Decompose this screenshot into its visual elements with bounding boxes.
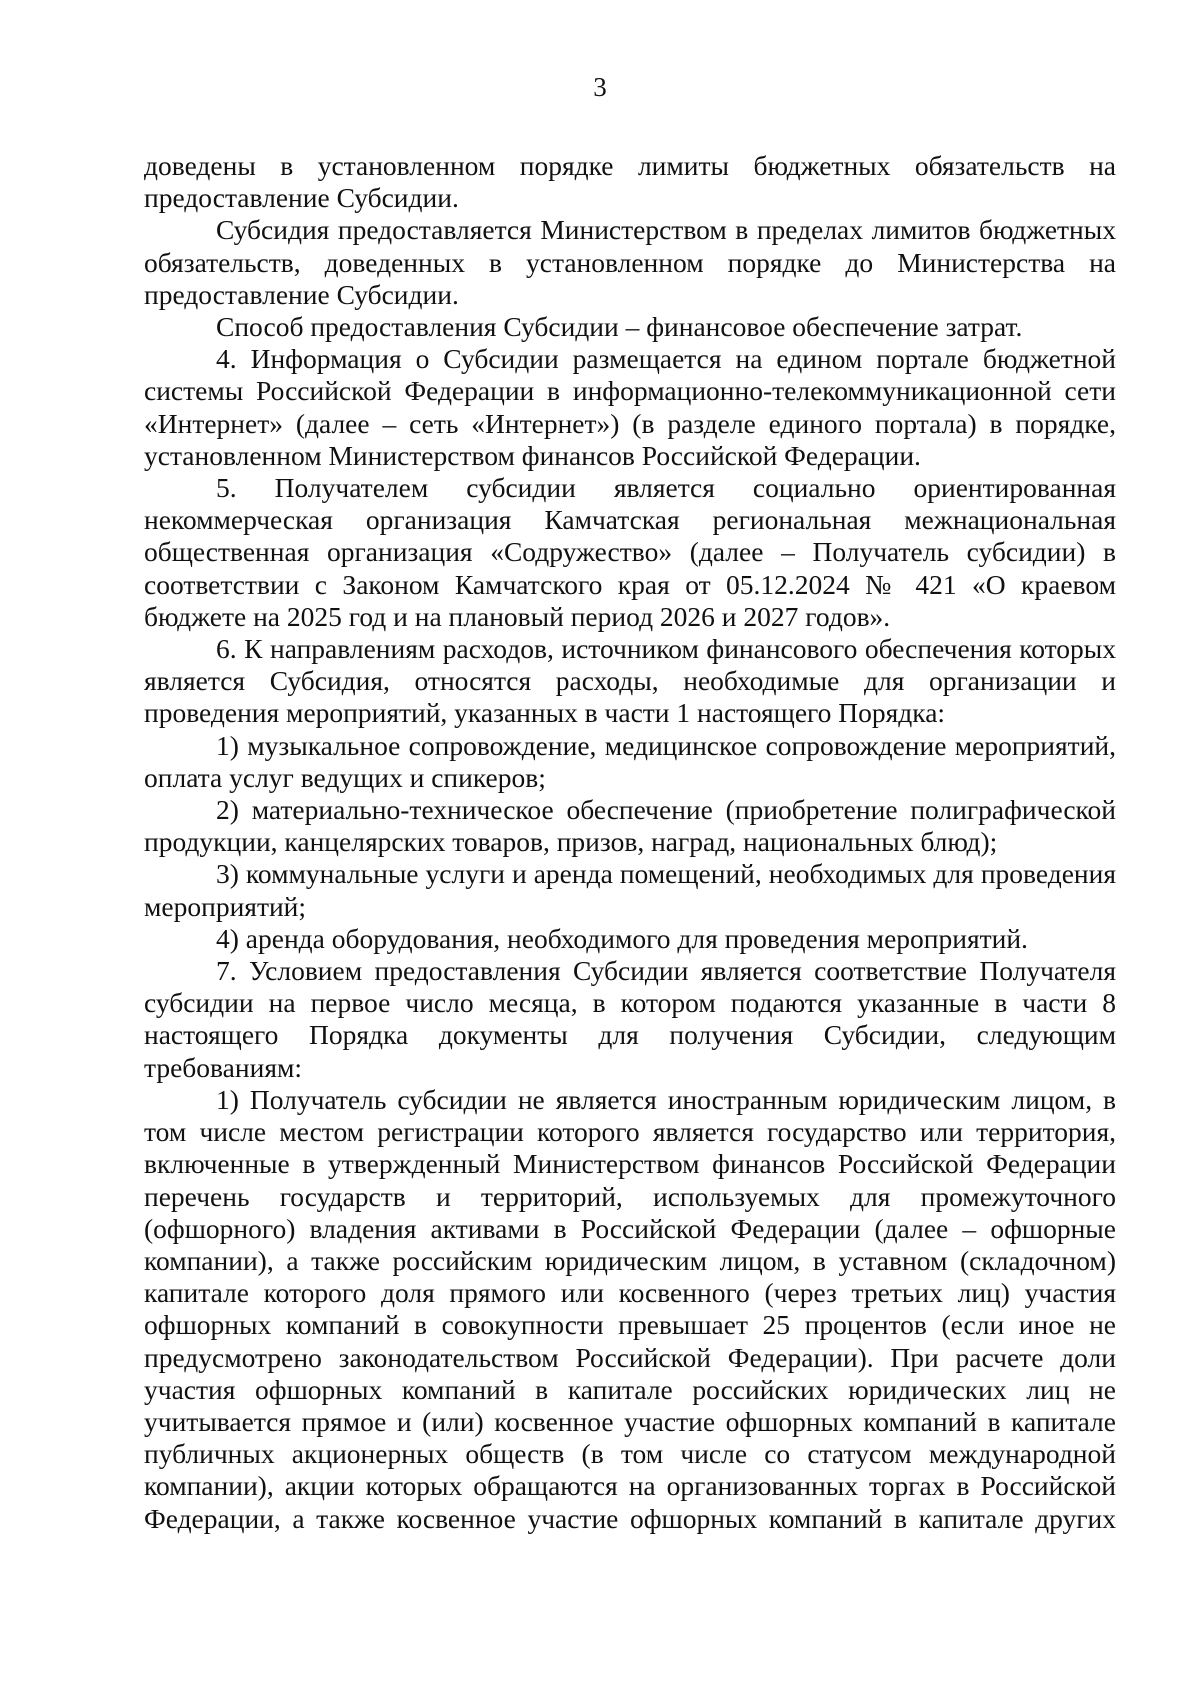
paragraph-4-portal-info: 4. Информация о Субсидии размещается на едином портале бюджетной системы Российской Федерации в информационно-телекоммуникационной сети «Интернет» (далее – сеть «Интернет») (в разделе единого портала) в порядке, установленном Министерством финансов Российской Федерации. [144,343,1116,471]
paragraph-subsidy-provision: Субсидия предоставляется Министерством в пределах лимитов бюджетных обязательств, доведенных в установленном порядке до Министерства на предоставление Субсидии. [144,214,1116,310]
list-item-7-1: 1) Получатель субсидии не является иностранным юридическим лицом, в том числе местом регистрации которого является государство или территория, включенные в утвержденный Министерством финансов Российской Федерации перечень государств и территорий, используемых для промежуточного (офшорного) владения активами в Российской Федерации (далее – офшорные компании), а также российским юридическим лицом, в уставном (складочном) капитале которого доля прямого или косвенного (через третьих лиц) участия офшорных компаний в совокупности превышает 25 процентов (если иное не предусмотрено законодательством Российской Федерации). При расчете доли участия офшорных компаний в капитале российских юридических лиц не учитывается прямое и (или) косвенное участие офшорных компаний в капитале публичных акционерных обществ (в том числе со статусом международной компании), акции которых обращаются на организованных торгах в Российской Федерации, а также косвенное участие офшорных компаний в капитале других [144,1083,1116,1534]
list-item-6-2: 2) материально-техническое обеспечение (приобретение полиграфической продукции, канцелярских товаров, призов, наград, национальных блюд); [144,794,1116,858]
page-number: 3 [593,72,607,102]
paragraph-6-expenses: 6. К направлениям расходов, источником финансового обеспечения которых является Субсидия, относятся расходы, необходимые для организации и проведения мероприятий, указанных в части 1 настоящего Порядка: [144,633,1116,729]
document-body [144,150,1116,1535]
list-item-6-3: 3) коммунальные услуги и аренда помещений, необходимых для проведения мероприятий; [144,858,1116,922]
paragraph-provision-method: Способ предоставления Субсидии – финансовое обеспечение затрат. [216,311,1023,343]
paragraph-7-conditions: 7. Условием предоставления Субсидии является соответствие Получателя субсидии на первое число месяца, в котором подаются указанные в части 8 настоящего Порядка документы для получения Субсидии, следующим требованиям: [144,955,1116,1083]
list-item-6-4: 4) аренда оборудования, необходимого для проведения мероприятий. [216,922,1028,954]
paragraph-5-recipient: 5. Получателем субсидии является социально ориентированная некоммерческая организация Камчатская региональная межнациональная общественная организация «Содружество» (далее – Получатель субсидии) в соответствии с Законом Камчатского края от 05.12.2024 № 421 «О краевом бюджете на 2025 год и на плановый период 2026 и 2027 годов». [144,472,1116,632]
list-item-6-1: 1) музыкальное сопровождение, медицинское сопровождение мероприятий, оплата услуг ведущих и спикеров; [144,729,1116,793]
paragraph-budget-limits: доведены в установленном порядке лимиты бюджетных обязательств на предоставление Субсидии. [144,150,1116,214]
